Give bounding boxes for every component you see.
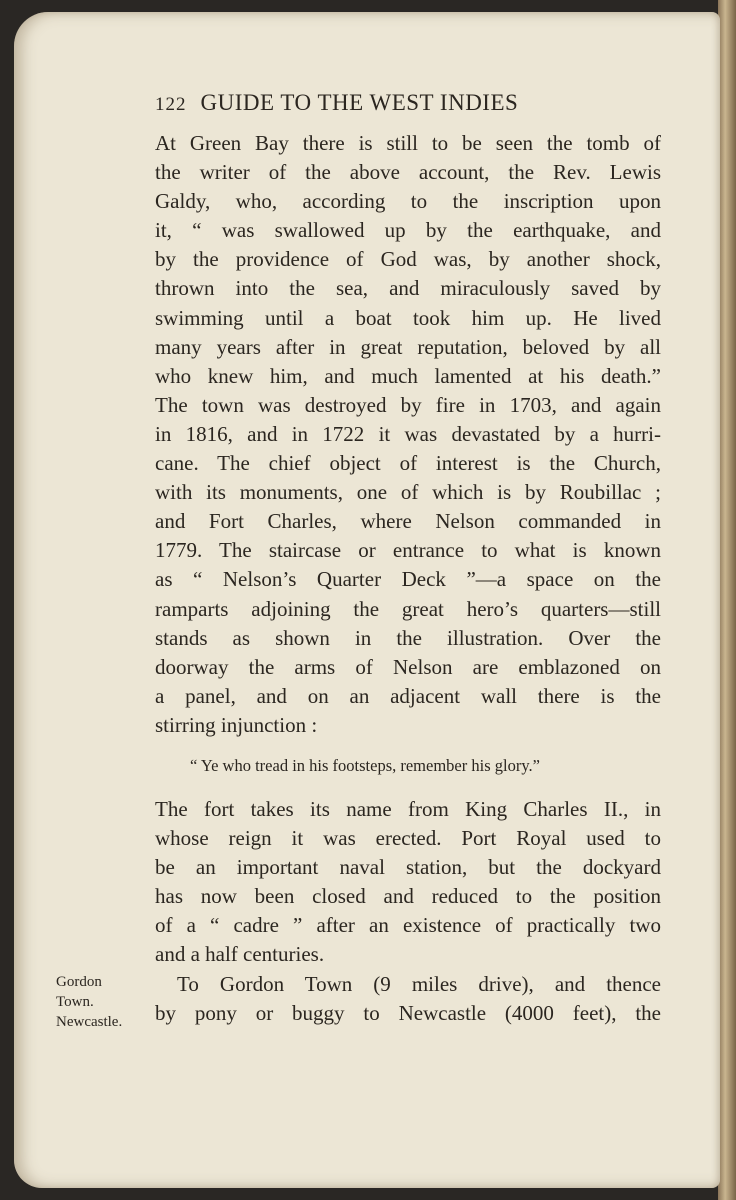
text-line: with its monuments, one of which is by Roubillac ; — [155, 480, 661, 505]
text-line: as “ Nelson’s Quarter Deck ”—a space on the — [155, 567, 661, 592]
text-line: The town was destroyed by fire in 1703, and again — [155, 392, 661, 417]
text-line: and Fort Charles, where Nelson commanded in — [155, 509, 661, 534]
book-spine-edge — [718, 0, 736, 1200]
text-line: who knew him, and much lamented at his death.” — [155, 363, 661, 388]
text-line: thrown into the sea, and miraculously saved by — [155, 276, 661, 301]
text-line: it, “ was swallowed up by the earthquake, and — [155, 218, 661, 243]
text-line: To Gordon Town (9 miles drive), and thence — [177, 971, 661, 996]
margin-note — [56, 972, 122, 1032]
paragraph-tomb-and-fort — [155, 129, 661, 740]
text-line: ramparts adjoining the great hero’s quarters—still — [155, 596, 661, 621]
text-line: stirring injunction : — [155, 712, 318, 737]
text-line: the writer of the above account, the Rev. Lewis — [155, 160, 661, 185]
text-line: in 1816, and in 1722 it was devastated by a hurri- — [155, 421, 661, 446]
text-line: stands as shown in the illustration. Over the — [155, 625, 661, 650]
margin-note-line: Newcastle. — [56, 1014, 123, 1030]
text-line: a panel, and on an adjacent wall there is the — [155, 683, 661, 708]
text-line: whose reign it was erected. Port Royal used to — [155, 826, 661, 851]
text-line: 1779. The staircase or entrance to what is known — [155, 538, 661, 563]
text-line: by pony or buggy to Newcastle (4000 feet), the — [155, 1000, 661, 1025]
text-line: by the providence of God was, by another shock, — [155, 247, 661, 272]
text-line: swimming until a boat took him up. He lived — [155, 305, 661, 330]
text-line: At Green Bay there is still to be seen the tomb of — [155, 131, 661, 155]
text-line: of a “ cadre ” after an existence of practically two — [155, 913, 661, 938]
running-title: GUIDE TO THE WEST INDIES — [200, 90, 519, 115]
running-header — [155, 90, 625, 116]
page-number: 122 — [155, 94, 187, 115]
text-line: be an important naval station, but the dockyard — [155, 855, 661, 880]
text-line: many years after in great reputation, beloved by all — [155, 334, 661, 359]
text-line: The fort takes its name from King Charles II., in — [155, 797, 661, 821]
text-line: has now been closed and reduced to the position — [155, 884, 661, 909]
text-line: doorway the arms of Nelson are emblazoned on — [155, 654, 661, 679]
text-line: cane. The chief object of interest is the Church, — [155, 451, 661, 476]
margin-note-line: Gordon — [56, 974, 102, 990]
text-line: Galdy, who, according to the inscription upon — [155, 189, 661, 214]
margin-note-line: Town. — [56, 994, 94, 1010]
text-line: and a half centuries. — [155, 942, 325, 967]
nelson-inscription-quote: “ Ye who tread in his footsteps, remember his glory.” — [190, 756, 540, 775]
paragraph-fort-name — [155, 795, 661, 1028]
